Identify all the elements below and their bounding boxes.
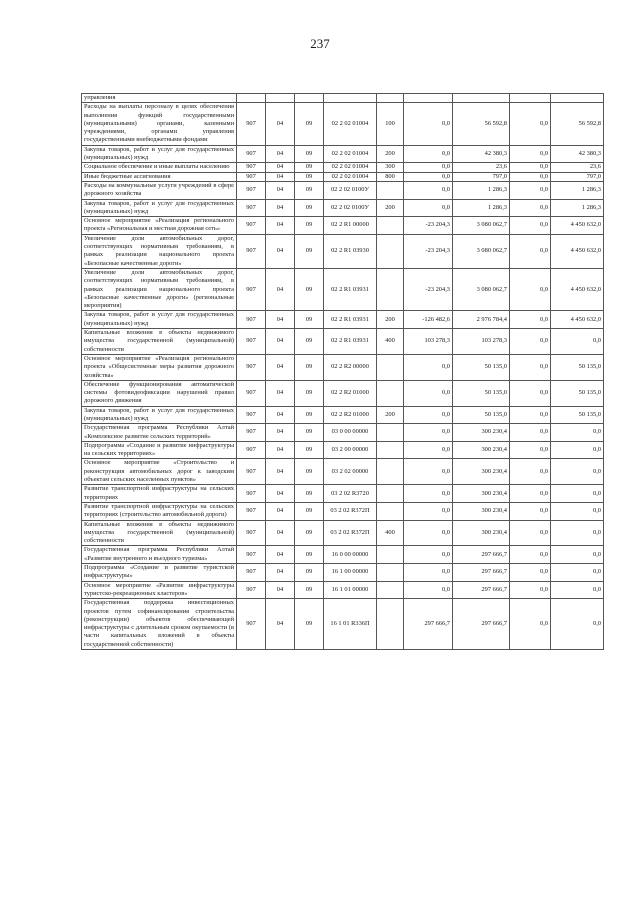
target-article-cell: 02 2 R1 03930: [324, 234, 377, 268]
sum-3-cell: 1 286,3: [551, 181, 604, 199]
table-row: [82, 311, 604, 329]
ministry-code-cell: 907: [237, 311, 266, 329]
target-article-cell: 02 2 R2 00000: [324, 354, 377, 380]
sum-3-cell: 4 450 632,0: [551, 217, 604, 235]
row-name-cell: управления: [82, 94, 237, 103]
subsection-code-cell: 09: [295, 354, 324, 380]
change-amount-cell: 0,0: [404, 564, 453, 582]
page-number: 237: [310, 36, 330, 51]
sum-2-cell: 0,0: [510, 354, 551, 380]
table-row: [82, 485, 604, 503]
expense-type-cell: [377, 564, 404, 582]
ministry-code-cell: 907: [237, 380, 266, 406]
ministry-code-cell: 907: [237, 441, 266, 459]
ministry-code-cell: 907: [237, 459, 266, 485]
sum-3-cell: 0,0: [551, 599, 604, 650]
change-amount-cell: 0,0: [404, 424, 453, 442]
ministry-code-cell: 907: [237, 354, 266, 380]
row-name-cell: Основное мероприятие «Реализация регионального проекта «Общесистемные меры развития дорожного хозяйства»: [82, 354, 237, 380]
target-article-cell: 02 2 R2 01000: [324, 406, 377, 424]
section-code-cell: 04: [266, 181, 295, 199]
sum-1-cell: 797,0: [453, 172, 510, 181]
row-name-cell: Закупка товаров, работ и услуг для государственных (муниципальных) нужд: [82, 406, 237, 424]
ministry-code-cell: 907: [237, 581, 266, 599]
target-article-cell: 02 2 R1 00000: [324, 217, 377, 235]
table-row: [82, 599, 604, 650]
sum-3-cell: 797,0: [551, 172, 604, 181]
sum-3-cell: 50 135,0: [551, 406, 604, 424]
expense-type-cell: 400: [377, 520, 404, 546]
ministry-code-cell: 907: [237, 406, 266, 424]
section-code-cell: 04: [266, 581, 295, 599]
table-row: [82, 268, 604, 310]
change-amount-cell: 0,0: [404, 181, 453, 199]
sum-3-cell: 0,0: [551, 564, 604, 582]
change-amount-cell: 0,0: [404, 546, 453, 564]
target-article-cell: 03 0 00 00000: [324, 424, 377, 442]
target-article-cell: 03 2 00 00000: [324, 441, 377, 459]
ministry-code-cell: 907: [237, 268, 266, 310]
row-name-cell: Государственная поддержка инвестиционных проектов путем софинансирования строительства (реконструкции) объектов обеспечивающей инфраструктуры с длительным сроком окупаемости (в части капитальных вложений в объекты государственной собственности): [82, 599, 237, 650]
change-amount-cell: 0,0: [404, 199, 453, 217]
table-row: [82, 441, 604, 459]
section-code-cell: 04: [266, 424, 295, 442]
table-row: [82, 424, 604, 442]
subsection-code-cell: 09: [295, 172, 324, 181]
expense-type-cell: [377, 546, 404, 564]
subsection-code-cell: 09: [295, 459, 324, 485]
change-amount-cell: 0,0: [404, 581, 453, 599]
row-name-cell: Основное мероприятие «Развитие инфраструктуры туристско-рекреационных кластеров»: [82, 581, 237, 599]
expense-type-cell: [377, 181, 404, 199]
sum-3-cell: 0,0: [551, 581, 604, 599]
sum-2-cell: 0,0: [510, 234, 551, 268]
expense-type-cell: 300: [377, 163, 404, 172]
row-name-cell: Основное мероприятие «Строительство и реконструкция автомобильных дорог к заводским объектам сельских населенных пунктов»: [82, 459, 237, 485]
target-article-cell: 16 1 01 R336П: [324, 599, 377, 650]
sum-2-cell: 0,0: [510, 581, 551, 599]
sum-2-cell: 0,0: [510, 485, 551, 503]
sum-2-cell: 0,0: [510, 406, 551, 424]
expense-type-cell: 200: [377, 406, 404, 424]
sum-3-cell: 4 450 632,0: [551, 234, 604, 268]
change-amount-cell: 0,0: [404, 502, 453, 520]
table-row: [82, 234, 604, 268]
row-name-cell: Социальное обеспечение и иные выплаты населению: [82, 163, 237, 172]
expense-type-cell: 800: [377, 172, 404, 181]
change-amount-cell: 0,0: [404, 520, 453, 546]
sum-1-cell: 1 286,3: [453, 199, 510, 217]
row-name-cell: Закупка товаров, работ и услуг для государственных (муниципальных) нужд: [82, 311, 237, 329]
sum-2-cell: 0,0: [510, 268, 551, 310]
sum-2-cell: 0,0: [510, 329, 551, 355]
subsection-code-cell: 09: [295, 217, 324, 235]
change-amount-cell: 0,0: [404, 406, 453, 424]
sum-1-cell: 300 230,4: [453, 441, 510, 459]
expense-type-cell: 100: [377, 103, 404, 145]
sum-3-cell: 50 135,0: [551, 380, 604, 406]
ministry-code-cell: 907: [237, 599, 266, 650]
target-article-cell: 16 1 00 00000: [324, 564, 377, 582]
target-article-cell: 02 2 R1 03931: [324, 268, 377, 310]
change-amount-cell: 0,0: [404, 172, 453, 181]
section-code-cell: 04: [266, 172, 295, 181]
sum-3-cell: 0,0: [551, 441, 604, 459]
target-article-cell: 03 2 02 00000: [324, 459, 377, 485]
row-name-cell: Государственная программа Республики Алтай «Развитие внутреннего и въездного туризма»: [82, 546, 237, 564]
ministry-code-cell: 907: [237, 520, 266, 546]
section-code-cell: 04: [266, 406, 295, 424]
change-amount-cell: 103 278,3: [404, 329, 453, 355]
sum-1-cell: 3 080 062,7: [453, 234, 510, 268]
sum-1-cell: 42 380,3: [453, 145, 510, 163]
sum-2-cell: 0,0: [510, 103, 551, 145]
table-row: [82, 564, 604, 582]
section-code-cell: 04: [266, 145, 295, 163]
ministry-code-cell: 907: [237, 502, 266, 520]
table-row: [82, 354, 604, 380]
expense-type-cell: [377, 354, 404, 380]
sum-1-cell: 300 230,4: [453, 459, 510, 485]
table-row: [82, 181, 604, 199]
sum-1-cell: 56 592,8: [453, 103, 510, 145]
change-amount-cell: 0,0: [404, 103, 453, 145]
row-name-cell: Расходы на коммунальные услуги учреждений в сфере дорожного хозяйства: [82, 181, 237, 199]
subsection-code-cell: 09: [295, 406, 324, 424]
section-code-cell: 04: [266, 329, 295, 355]
section-code-cell: 04: [266, 311, 295, 329]
ministry-code-cell: 907: [237, 329, 266, 355]
target-article-cell: 02 2 02 01004: [324, 145, 377, 163]
sum-2-cell: 0,0: [510, 199, 551, 217]
section-code-cell: 04: [266, 546, 295, 564]
subsection-code-cell: [295, 94, 324, 103]
subsection-code-cell: 09: [295, 311, 324, 329]
table-row: [82, 546, 604, 564]
expense-type-cell: [377, 502, 404, 520]
section-code-cell: 04: [266, 502, 295, 520]
subsection-code-cell: 09: [295, 234, 324, 268]
row-name-cell: Развитие транспортной инфраструктуры на сельских территориях (строительство автомобильной дороги): [82, 502, 237, 520]
ministry-code-cell: 907: [237, 145, 266, 163]
row-name-cell: Основное мероприятие «Реализация регионального проекта «Региональная и местная дорожная сеть»: [82, 217, 237, 235]
target-article-cell: 02 2 02 01004: [324, 103, 377, 145]
change-amount-cell: -23 204,3: [404, 217, 453, 235]
target-article-cell: 03 2 02 R372П: [324, 502, 377, 520]
expense-type-cell: [377, 217, 404, 235]
section-code-cell: 04: [266, 599, 295, 650]
subsection-code-cell: 09: [295, 268, 324, 310]
row-name-cell: Подпрограмма «Создание и развитие инфраструктуры на сельских территориях»: [82, 441, 237, 459]
subsection-code-cell: 09: [295, 485, 324, 503]
change-amount-cell: [404, 94, 453, 103]
ministry-code-cell: 907: [237, 163, 266, 172]
ministry-code-cell: 907: [237, 424, 266, 442]
sum-1-cell: 297 666,7: [453, 599, 510, 650]
sum-1-cell: 300 230,4: [453, 424, 510, 442]
table-row: [82, 172, 604, 181]
subsection-code-cell: 09: [295, 103, 324, 145]
sum-1-cell: 50 135,0: [453, 406, 510, 424]
subsection-code-cell: 09: [295, 199, 324, 217]
expense-type-cell: [377, 459, 404, 485]
row-name-cell: Закупка товаров, работ и услуг для государственных (муниципальных) нужд: [82, 199, 237, 217]
sum-2-cell: 0,0: [510, 181, 551, 199]
expense-type-cell: [377, 268, 404, 310]
target-article-cell: 02 2 02 0100У: [324, 199, 377, 217]
change-amount-cell: 0,0: [404, 459, 453, 485]
sum-2-cell: [510, 94, 551, 103]
sum-1-cell: [453, 94, 510, 103]
sum-3-cell: 0,0: [551, 329, 604, 355]
sum-1-cell: 297 666,7: [453, 564, 510, 582]
change-amount-cell: 0,0: [404, 441, 453, 459]
sum-3-cell: 23,6: [551, 163, 604, 172]
change-amount-cell: 0,0: [404, 380, 453, 406]
row-name-cell: Закупка товаров, работ и услуг для государственных (муниципальных) нужд: [82, 145, 237, 163]
section-code-cell: 04: [266, 354, 295, 380]
table-row: [82, 103, 604, 145]
sum-1-cell: 3 080 062,7: [453, 217, 510, 235]
sum-2-cell: 0,0: [510, 163, 551, 172]
sum-3-cell: 4 450 632,0: [551, 311, 604, 329]
section-code-cell: 04: [266, 459, 295, 485]
expense-type-cell: [377, 380, 404, 406]
expense-type-cell: [377, 424, 404, 442]
target-article-cell: 02 2 R2 01000: [324, 380, 377, 406]
table-row: [82, 199, 604, 217]
table-row: [82, 459, 604, 485]
sum-2-cell: 0,0: [510, 599, 551, 650]
subsection-code-cell: 09: [295, 424, 324, 442]
ministry-code-cell: 907: [237, 485, 266, 503]
expense-type-cell: [377, 234, 404, 268]
sum-1-cell: 3 080 062,7: [453, 268, 510, 310]
target-article-cell: 16 1 01 00000: [324, 581, 377, 599]
expense-type-cell: 200: [377, 311, 404, 329]
sum-1-cell: 297 666,7: [453, 546, 510, 564]
sum-2-cell: 0,0: [510, 424, 551, 442]
sum-1-cell: 297 666,7: [453, 581, 510, 599]
row-name-cell: Капитальные вложения в объекты недвижимого имущества государственной (муниципальной) собственности: [82, 520, 237, 546]
target-article-cell: 03 2 02 R372П: [324, 520, 377, 546]
expense-type-cell: [377, 94, 404, 103]
section-code-cell: 04: [266, 234, 295, 268]
section-code-cell: 04: [266, 564, 295, 582]
change-amount-cell: 297 666,7: [404, 599, 453, 650]
row-name-cell: Государственная программа Республики Алтай «Комплексное развитие сельских территорий»: [82, 424, 237, 442]
sum-3-cell: 1 286,3: [551, 199, 604, 217]
table-row: [82, 406, 604, 424]
section-code-cell: 04: [266, 520, 295, 546]
sum-1-cell: 2 976 784,4: [453, 311, 510, 329]
section-code-cell: 04: [266, 217, 295, 235]
change-amount-cell: -23 204,3: [404, 268, 453, 310]
sum-1-cell: 300 230,4: [453, 520, 510, 546]
budget-table: [81, 93, 604, 650]
expense-type-cell: 400: [377, 329, 404, 355]
change-amount-cell: 0,0: [404, 145, 453, 163]
table-row: [82, 380, 604, 406]
ministry-code-cell: 907: [237, 234, 266, 268]
sum-1-cell: 50 135,0: [453, 380, 510, 406]
section-code-cell: 04: [266, 163, 295, 172]
sum-2-cell: 0,0: [510, 459, 551, 485]
table-row: [82, 581, 604, 599]
subsection-code-cell: 09: [295, 145, 324, 163]
sum-3-cell: 0,0: [551, 520, 604, 546]
sum-2-cell: 0,0: [510, 145, 551, 163]
change-amount-cell: 0,0: [404, 163, 453, 172]
sum-2-cell: 0,0: [510, 380, 551, 406]
sum-1-cell: 50 135,0: [453, 354, 510, 380]
sum-3-cell: 50 135,0: [551, 354, 604, 380]
sum-2-cell: 0,0: [510, 311, 551, 329]
row-name-cell: Подпрограмма «Создание и развитие туристской инфраструктуры»: [82, 564, 237, 582]
section-code-cell: 04: [266, 199, 295, 217]
row-name-cell: Капитальные вложения в объекты недвижимого имущества государственной (муниципальной) собственности: [82, 329, 237, 355]
ministry-code-cell: 907: [237, 103, 266, 145]
sum-1-cell: 1 286,3: [453, 181, 510, 199]
table-row: [82, 502, 604, 520]
ministry-code-cell: 907: [237, 199, 266, 217]
expense-type-cell: [377, 581, 404, 599]
table-row: [82, 217, 604, 235]
sum-2-cell: 0,0: [510, 520, 551, 546]
sum-3-cell: 0,0: [551, 502, 604, 520]
sum-2-cell: 0,0: [510, 564, 551, 582]
sum-2-cell: 0,0: [510, 217, 551, 235]
ministry-code-cell: [237, 94, 266, 103]
ministry-code-cell: 907: [237, 181, 266, 199]
table-row: [82, 145, 604, 163]
subsection-code-cell: 09: [295, 380, 324, 406]
row-name-cell: Развитие транспортной инфраструктуры на сельских территориях: [82, 485, 237, 503]
ministry-code-cell: 907: [237, 172, 266, 181]
row-name-cell: Увеличение доли автомобильных дорог, соответствующих нормативным требованиям, в рамках реализации национального проекта «Безопасные качественные дороги» (региональные мероприятия): [82, 268, 237, 310]
subsection-code-cell: 09: [295, 181, 324, 199]
sum-3-cell: 0,0: [551, 459, 604, 485]
row-name-cell: Увеличение доли автомобильных дорог, соответствующих нормативным требованиям, в рамках реализации национального проекта «Безопасные качественные дороги»: [82, 234, 237, 268]
section-code-cell: 04: [266, 268, 295, 310]
subsection-code-cell: 09: [295, 520, 324, 546]
table-body: [82, 94, 604, 650]
sum-3-cell: [551, 94, 604, 103]
sum-3-cell: 0,0: [551, 546, 604, 564]
ministry-code-cell: 907: [237, 564, 266, 582]
sum-1-cell: 103 278,3: [453, 329, 510, 355]
table-row: [82, 94, 604, 103]
sum-1-cell: 300 230,4: [453, 502, 510, 520]
target-article-cell: 02 2 02 01004: [324, 163, 377, 172]
section-code-cell: 04: [266, 380, 295, 406]
row-name-cell: Расходы на выплаты персоналу в целях обеспечения выполнения функций государственными (муниципальными) органами, казенными учреждениями, органами управления государственными внебюджетными фондами: [82, 103, 237, 145]
subsection-code-cell: 09: [295, 581, 324, 599]
subsection-code-cell: 09: [295, 502, 324, 520]
ministry-code-cell: 907: [237, 217, 266, 235]
sum-3-cell: 4 450 632,0: [551, 268, 604, 310]
subsection-code-cell: 09: [295, 546, 324, 564]
ministry-code-cell: 907: [237, 546, 266, 564]
expense-type-cell: [377, 599, 404, 650]
subsection-code-cell: 09: [295, 599, 324, 650]
expense-type-cell: [377, 485, 404, 503]
section-code-cell: 04: [266, 485, 295, 503]
subsection-code-cell: 09: [295, 441, 324, 459]
sum-1-cell: 300 230,4: [453, 485, 510, 503]
target-article-cell: 02 2 02 0100У: [324, 181, 377, 199]
expense-type-cell: 200: [377, 199, 404, 217]
section-code-cell: 04: [266, 103, 295, 145]
change-amount-cell: -23 204,3: [404, 234, 453, 268]
sum-2-cell: 0,0: [510, 502, 551, 520]
sum-3-cell: 0,0: [551, 424, 604, 442]
subsection-code-cell: 09: [295, 564, 324, 582]
section-code-cell: [266, 94, 295, 103]
target-article-cell: 02 2 R1 03931: [324, 329, 377, 355]
expense-type-cell: 200: [377, 145, 404, 163]
target-article-cell: 03 2 02 R3720: [324, 485, 377, 503]
target-article-cell: 16 0 00 00000: [324, 546, 377, 564]
sum-2-cell: 0,0: [510, 546, 551, 564]
table-row: [82, 520, 604, 546]
sum-3-cell: 56 592,8: [551, 103, 604, 145]
change-amount-cell: 0,0: [404, 485, 453, 503]
subsection-code-cell: 09: [295, 163, 324, 172]
sum-3-cell: 42 380,3: [551, 145, 604, 163]
row-name-cell: Иные бюджетные ассигнования: [82, 172, 237, 181]
subsection-code-cell: 09: [295, 329, 324, 355]
sum-2-cell: 0,0: [510, 441, 551, 459]
sum-1-cell: 23,6: [453, 163, 510, 172]
change-amount-cell: -126 482,6: [404, 311, 453, 329]
sum-3-cell: 0,0: [551, 485, 604, 503]
table-row: [82, 163, 604, 172]
change-amount-cell: 0,0: [404, 354, 453, 380]
sum-2-cell: 0,0: [510, 172, 551, 181]
table-row: [82, 329, 604, 355]
section-code-cell: 04: [266, 441, 295, 459]
target-article-cell: [324, 94, 377, 103]
expense-type-cell: [377, 441, 404, 459]
row-name-cell: Обеспечение функционирования автоматической системы фотовидеофиксации нарушений правил дорожного движения: [82, 380, 237, 406]
target-article-cell: 02 2 R1 03931: [324, 311, 377, 329]
target-article-cell: 02 2 02 01004: [324, 172, 377, 181]
